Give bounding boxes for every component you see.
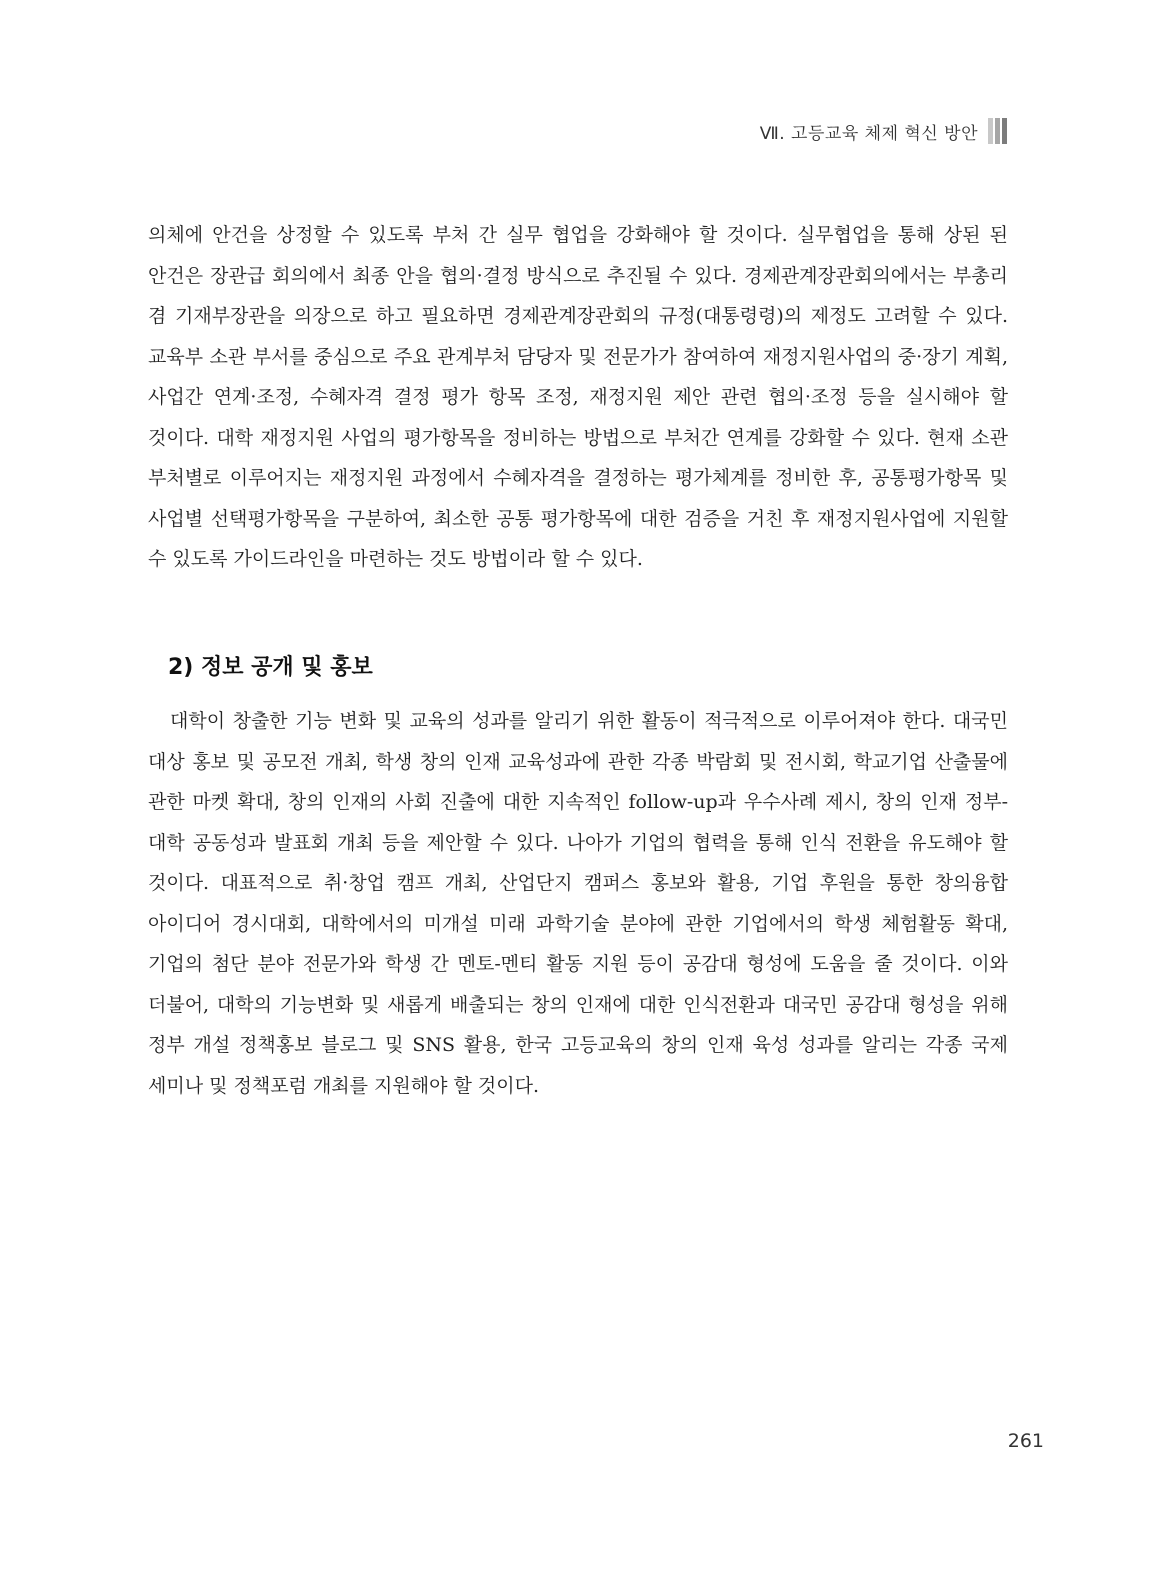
body-paragraph-2: 대학이 창출한 기능 변화 및 교육의 성과를 알리기 위한 활동이 적극적으로 이루어져야 한다. 대국민 대상 홍보 및 공모전 개최, 학생 창의 인재 교육성과에 관한 각종 박람회 및 전시회, 학교기업 산출물에 관한 마켓 확대, 창의 인재의 사회 진출에 대한 지속적인 follow-up과 우수사례 제시, 창의 인재 정부-대학 공동성과 발표회 개최 등을 제안할 수 있다. 나아가 기업의 협력을 통해 인식 전환을 유도해야 할 것이다. 대표적으로 취·창업 캠프 개최, 산업단지 캠퍼스 홍보와 활용, 기업 후원을 통한 창의융합 아이디어 경시대회, 대학에서의 미개설 미래 과학기술 분야에 관한 기업에서의 학생 체험활동 확대, 기업의 첨단 분야 전문가와 학생 간 멘토-멘티 활동 지원 등이 공감대 형성에 도움을 줄 것이다. 이와 더불어, 대학의 기능변화 및 새롭게 배출되는 창의 인재에 대한 인식전환과 대국민 공감대 형성을 위해 정부 개설 정책홍보 블로그 및 SNS 활용, 한국 고등교육의 창의 인재 육성 성과를 알리는 각종 국제 세미나 및 정책포럼 개최를 지원해야 할 것이다. (148, 710, 1008, 1097)
body-paragraph-1: 의체에 안건을 상정할 수 있도록 부처 간 실무 협업을 강화해야 할 것이다. 실무협업을 통해 상된 된 안건은 장관급 회의에서 최종 안을 협의·결정 방식으로 추진될 수 있다. 경제관계장관회의에서는 부총리 겸 기재부장관을 의장으로 하고 필요하면 경제관계장관회의 규정(대통령령)의 제정도 고려할 수 있다. 교육부 소관 부서를 중심으로 주요 관계부처 담당자 및 전문가가 참여하여 재정지원사업의 중·장기 계획, 사업간 연계·조정, 수혜자격 결정 평가 항목 조정, 재정지원 제안 관련 협의·조정 등을 실시해야 할 것이다. 대학 재정지원 사업의 평가항목을 정비하는 방법으로 부처간 연계를 강화할 수 있다. 현재 소관 부처별로 이루어지는 재정지원 과정에서 수혜자격을 결정하는 평가체계를 정비한 후, 공통평가항목 및 사업별 선택평가항목을 구분하여, 최소한 공통 평가항목에 대한 검증을 거친 후 재정지원사업에 지원할 수 있도록 가이드라인을 마련하는 것도 방법이라 할 수 있다. (148, 224, 1008, 570)
running-header-title: Ⅶ. 고등교육 체제 혁신 방안 (759, 123, 978, 144)
header-bar-mid (995, 118, 1000, 144)
header-bar-dark (1002, 118, 1007, 144)
section-heading: 2) 정보 공개 및 홍보 (168, 655, 373, 680)
header-decoration-bars (988, 118, 1007, 144)
page-number: 261 (1007, 1430, 1044, 1452)
running-header (760, 118, 1007, 144)
header-bar-light (988, 118, 993, 144)
